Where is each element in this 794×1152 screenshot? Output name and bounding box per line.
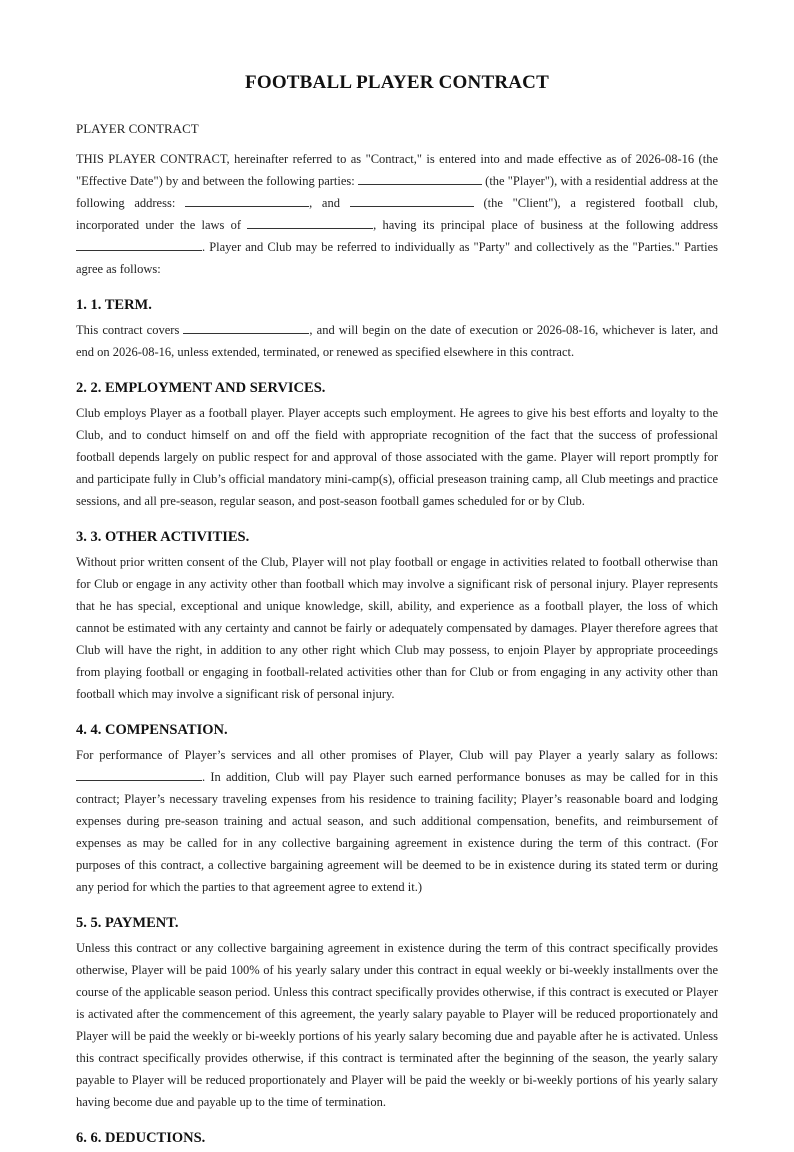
salary-blank <box>76 766 202 781</box>
section-heading: 3. 3. OTHER ACTIVITIES. <box>76 529 250 545</box>
contract-page <box>76 0 718 1152</box>
term-blank <box>183 319 309 334</box>
section-heading: 5. 5. PAYMENT. <box>76 915 179 931</box>
player-address-blank <box>185 192 309 207</box>
section-employment <box>76 377 718 512</box>
preamble-text: (the "Player"), with a residential address at the following address: <box>76 174 718 210</box>
section-body <box>76 319 718 363</box>
player-name-blank <box>358 170 482 185</box>
section-heading: 2. 2. EMPLOYMENT AND SERVICES. <box>76 380 326 396</box>
section-payment <box>76 912 718 1113</box>
section-text: . In addition, Club will pay Player such earned performance bonuses as may be called for in this contract; Player’s necessary traveling expenses from his residence to training facility; Player’s reasonable board and lodging expenses during pre-season training and actual season, and such additional compensation, benefits, and reimbursement of expenses as may be called for in any collective bargaining agreement in existence during the term of this contract. (For purposes of this contract, a collective bargaining agreement will be deemed to be in existence during its stated term or during any period for which the parties to that agreement agree to extend it.) <box>76 770 718 894</box>
jurisdiction-blank <box>247 214 373 229</box>
section-text: This contract covers <box>76 323 184 337</box>
section-compensation <box>76 719 718 898</box>
section-text: , and will begin on the date of execution or 2026-08-16, whichever is later, and end on 2026-08-16, unless extended, terminated, or renewed as specified elsewhere in this contract. <box>76 323 718 359</box>
section-heading: 1. 1. TERM. <box>76 297 152 313</box>
preamble-text: (the "Client"), a registered football club, incorporated under the laws of <box>76 196 718 232</box>
section-heading: 4. 4. COMPENSATION. <box>76 722 228 738</box>
section-body: Unless this contract or any collective bargaining agreement in existence during the term of this contract specifically provides otherwise, Player will be paid 100% of his yearly salary under this contract in equal weekly or bi-weekly installments over the course of the applicable season period. Unless this contract specifically provides otherwise, if this contract is executed or Player is activated after the commencement of this agreement, the yearly salary payable to Player will be reduced proportionately and Player will be paid the weekly or bi-weekly portions of his yearly salary becoming due and payable after he is activated. Unless this contract specifically provides otherwise, if this contract is terminated after the beginning of the season, the yearly salary payable to Player will be reduced proportionately and Player will be paid the weekly or bi-weekly portions of his yearly salary having become due and payable up to the time of termination. <box>76 941 718 1109</box>
section-heading: 6. 6. DEDUCTIONS. <box>76 1130 206 1146</box>
section-deductions <box>76 1127 718 1149</box>
preamble-text: . Player and Club may be referred to individually as "Party" and collectively as the "Parties." Parties agree as follows: <box>76 240 718 276</box>
preamble-text: THIS PLAYER CONTRACT, hereinafter referred to as "Contract," is entered into and made effective as of 2026-08-16 (the "Effective Date") by and between the following parties: <box>76 152 718 188</box>
section-text: For performance of Player’s services and all other promises of Player, Club will pay Player a yearly salary as follows: <box>76 748 718 762</box>
section-body <box>76 744 718 898</box>
section-body: Club employs Player as a football player. Player accepts such employment. He agrees to give his best efforts and loyalty to the Club, and to conduct himself on and off the field with appropriate recognition of the fact that the success of professional football depends largely on public respect for and approval of those associated with the game. Player will report promptly for and participate fully in Club’s official mandatory mini-camp(s), official preseason training camp, all Club meetings and practice sessions, and all pre-season, regular season, and post-season football games scheduled for or by Club. <box>76 406 718 508</box>
section-term <box>76 294 718 363</box>
preamble-text: , and <box>309 196 350 210</box>
document-title: FOOTBALL PLAYER CONTRACT <box>245 72 549 93</box>
preamble-text: , having its principal place of business at the following address <box>373 218 718 232</box>
preamble-paragraph <box>76 148 718 280</box>
club-address-blank <box>76 236 202 251</box>
document-subtitle: PLAYER CONTRACT <box>76 121 199 136</box>
section-other-activities <box>76 526 718 705</box>
client-name-blank <box>350 192 474 207</box>
section-body: Without prior written consent of the Club, Player will not play football or engage in activities related to football otherwise than for Club or engage in any activity other than football which may involve a significant risk of personal injury. Player represents that he has special, exceptional and unique knowledge, skill, ability, and experience as a football player, the loss of which cannot be estimated with any certainty and cannot be fairly or adequately compensated by damages. Player therefore agrees that Club will have the right, in addition to any other right which Club may possess, to enjoin Player by appropriate proceedings from playing football or engaging in football-related activities other than for Club or from engaging in any activity other than football which may involve a significant risk of personal injury. <box>76 555 718 701</box>
